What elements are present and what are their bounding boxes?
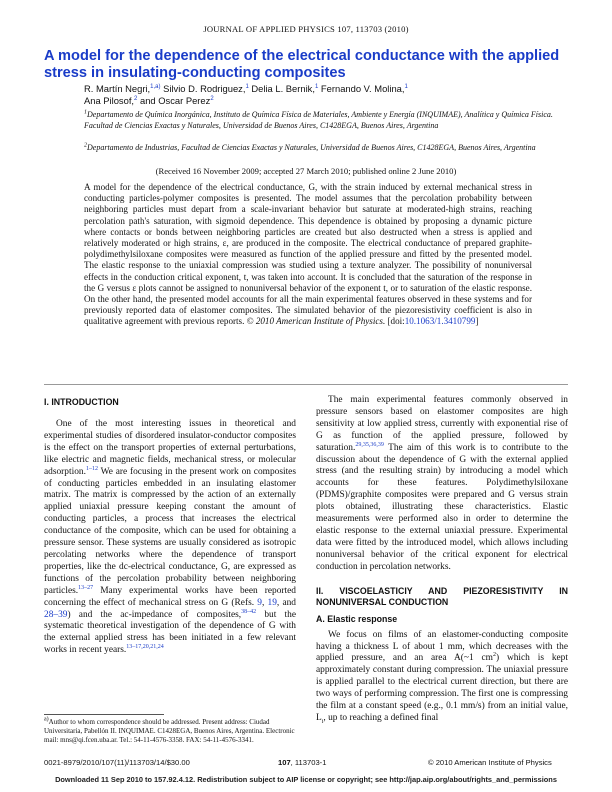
right-column (316, 395, 568, 729)
intro-text: One of the most interesting issues in theoretical and experimental studies of disordered insulator-conductor composites is the effect on the transport properties of external perturbations, like electric and magnetic fields, mechanical stress, or molecular adsorption. (44, 419, 296, 477)
intro-text: Many experimental works have been reported concerning the effect of mechanical stress on G (Refs. (44, 585, 296, 608)
doi-prefix: [doi: (385, 316, 405, 327)
affiliation-text: Departamento de Industrias, Facultad de Ciencias Exactas y Naturales, Universidad de Buenos Aires, C1428EGA, Buenos Aires, Argentina (87, 143, 536, 152)
body-text: The aim of this work is to contribute to the discussion about the dependence of G with the external applied stress (and the resulting strain) by introducing a model which accounts for these features. Polydimethylsiloxane (PDMS)/graphite composites were prepared and G versus strain plots obtained, illustrating these characteristics. Elastic measurements were performed also in order to determine the elastic response to the external uniaxial pressure. Experimental data were fitted by the introduced model, which allows including nonuniversal behavior of the critical exponent for electrical conduction in percolation networks. (316, 442, 568, 572)
abstract-body: A model for the dependence of the electrical conductance, G, with the strain induced by external mechanical stress in conducting particles-polymer composites is presented. The model assumes that the percolation probability between neighboring particles must depart from a scale-invariant behavior but saturate at moderated-high strains, reaching percolation path's saturation, with sigmoid dependence. This dependence is obtained by proposing a dynamic picture where contacts or bonds between neighboring particles are created but also destructed when a stress is applied and relatively moderated or high strains, ε, are produced in the composite. The electrical conductance of prepared graphite-polydimethylsiloxane composites were measured as function of the applied pressure and fitted by the presented model. The elastic response to the uniaxial compression was studied using a texture analyzer. The possibility of nonuniversal effects in the conduction critical exponent, t, was taken into account. It is concluded that the saturation of the response in the G versus ε plots cannot be assigned to nonuniversal behavior of the exponent t, or to saturation of the elastic response. On the other hand, the presented model accounts for all the main experimental features observed in these systems and for previously reported data of elastomer composites. The simulated behavior of the piezoresistivity coefficient is also in qualitative agreement with previous reports. (84, 182, 532, 327)
footer-issn: 0021-8979/2010/107(11)/113703/14/$30.00 (44, 758, 190, 767)
body-paragraph (316, 630, 568, 729)
citation-link[interactable]: 29,35,36,39 (355, 441, 384, 448)
body-text: , up to reaching a defined final (323, 712, 439, 723)
intro-text: We are focusing in the present work on composites of conducting particles embedded in an insulating elastomer matrix. The matrix is compressed by the action of an externally applied uniaxial pressure keeping constant the amount of conducting particles, a process that increases the electrical conductance of the composite, which can be used for obtaining a pressure sensor. These systems are usually considered as isotropic percolating networks where the dependence of transport properties, like the dc-electrical conductance, G, are expressed as functions of the percolation probability between neighboring particles. (44, 466, 296, 596)
doi-link[interactable]: 10.1063/1.3410799 (404, 316, 476, 327)
author-affil-sup[interactable]: 2 (134, 95, 138, 102)
author-name: Fernando V. Molina, (318, 83, 405, 94)
paper-title: A model for the dependence of the electrical conductance with the applied stress in insulating-conducting composites (44, 48, 560, 81)
footer-volume: 107 (278, 758, 291, 767)
affiliation-2 (84, 143, 554, 154)
author-affil-sup[interactable]: 1 (245, 83, 249, 90)
left-column (44, 419, 296, 657)
citation-link[interactable]: 13–17,20,21,24 (126, 644, 164, 651)
author-affil-sup[interactable]: 1 (404, 83, 408, 90)
body-paragraph (316, 395, 568, 574)
intro-paragraph (44, 419, 296, 657)
footer-copyright: © 2010 American Institute of Physics (428, 758, 552, 767)
body-text: ) which is kept approximately constant during compression. The uniaxial pressure is applied parallel to the electrical current direction, but there are two ways of performing compression. The first one is compressing the film at a constant speed (e.g., 0.1 mm/s) from an initial value, L (316, 653, 568, 723)
footer-page: , 113703-1 (290, 758, 327, 767)
received-dates: (Received 16 November 2009; accepted 27 March 2010; published online 2 June 2010) (155, 166, 457, 176)
affiliation-sup: 1 (84, 109, 87, 116)
footer-page-number (278, 758, 326, 767)
section-heading-viscoelasticity: II. VISCOELASTICIY AND PIEZORESISTIVITY IN NONUNIVERSAL CONDUCTION (316, 585, 568, 607)
author-name: R. Martín Negri, (84, 83, 151, 94)
author-name: Silvio D. Rodriguez, (160, 83, 246, 94)
intro-text: , (261, 597, 268, 608)
affiliation-text: Departamento de Química Inorgánica, Instituto de Química Física de Materiales, Ambiente y Energía (INQUIMAE), Analítica y Química Física. Facultad de Ciencias Exactas y Naturales, Universidad de Buenos Aires, C1428EGA, Buenos Aires, Argentina (84, 110, 553, 130)
correspondence-footnote (44, 718, 296, 745)
citation-link[interactable]: 38–42 (241, 608, 257, 615)
citation-link[interactable]: 9 (257, 597, 262, 608)
citation-link[interactable]: 28–39 (44, 609, 68, 620)
intro-text: , and (276, 597, 296, 608)
affiliation-sup: 2 (84, 142, 87, 149)
subscript: i (321, 718, 324, 725)
intro-text: ) and the ac-impedance of composites, (67, 609, 242, 620)
author-name: Delia L. Bernik, (248, 83, 315, 94)
doi-suffix: ] (475, 316, 479, 327)
citation-link[interactable]: 1–12 (85, 465, 98, 472)
abstract-divider (44, 384, 568, 385)
citation-link[interactable]: 13–27 (78, 584, 94, 591)
subsection-heading-elastic-response: A. Elastic response (316, 613, 398, 624)
citation-link[interactable]: 19 (267, 597, 277, 608)
author-affil-sup[interactable]: 1,a) (150, 83, 161, 90)
footnote-marker: a) (44, 716, 49, 723)
body-text: We focus on films of an elastomer-conducting composite having a thickness L of about 1 mm, which decreases with the applied pressure, and an area A(~1 cm (316, 629, 568, 664)
abstract-copyright: © 2010 American Institute of Physics. (246, 316, 386, 327)
download-notice: Downloaded 11 Sep 2010 to 157.92.4.12. Redistribution subject to AIP license or copyright; see http://jap.aip.org/about/rights_and_permissions (55, 775, 557, 784)
section-heading-introduction: I. INTRODUCTION (44, 397, 119, 407)
author-affil-sup[interactable]: 2 (210, 95, 214, 102)
author-name: Ana Pilosof, (84, 95, 135, 106)
affiliation-1 (84, 110, 554, 131)
author-name: and Oscar Perez (137, 95, 211, 106)
intro-text: but the systematic theoretical investigation of the dependence of G with the external applied stress has been initiated in a few relevant works in recent years. (44, 609, 296, 656)
abstract (84, 182, 532, 328)
footnote-divider (44, 714, 164, 715)
footnote-text: Author to whom correspondence should be addressed. Present address: Ciudad Universitaria, Pabellón II. INQUIMAE. C1428EGA, Buenos Aires, Argentina. Electronic mail: mns@qi.fcen.uba.ar. Tel.: 54-11-4576-3358. FAX: 54-11-4576-3341. (44, 718, 295, 744)
author-affil-sup[interactable]: 1 (314, 83, 319, 90)
body-text: The main experimental features commonly observed in pressure sensors based on elastomer composites are high sensitivity at low applied stress, currently with exponential rise of G as function of the applied pressure, followed by saturation. (316, 395, 568, 453)
journal-header: JOURNAL OF APPLIED PHYSICS 107, 113703 (2010) (203, 24, 409, 34)
superscript: 2 (492, 652, 496, 659)
author-list (84, 83, 554, 107)
